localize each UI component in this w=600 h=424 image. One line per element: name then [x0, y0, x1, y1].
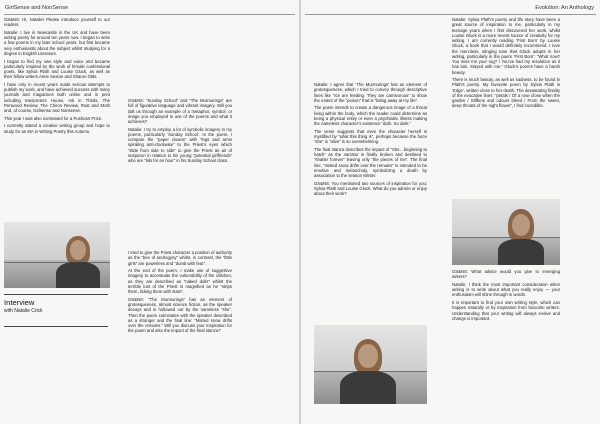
- interview-subtitle: with Natalie Crick: [4, 308, 43, 314]
- paragraph: GS&NS: “Sunday School” and “The Murmurings” are full of figurative language and vibrant imagery. Will you talk us through an example of a metaphor, symbol, or image you employed in one of the poems and what it achieves?: [128, 98, 232, 124]
- interview-title: Interview: [4, 298, 35, 307]
- paragraph: It is important to find your own writing style, which can happen naturally or by inspiration from favourite writers. Understanding that your writing will always evolve and change is important.: [452, 300, 560, 321]
- paragraph: Natalie: I agree that ‘The Murmurings’ has an element of grotesqueness, which I tried to convey through descriptive lines like “Ice are feeding. They are carnivorous” to show the extent of the “poison” that is “biting away at my life”.: [314, 82, 427, 103]
- paragraph: I have only in recent years made serious attempts to publish my work, and have achieved success with many journals and magazines both online and in print including Interpreters House, Ink in Thirds, The Penwood Review, The Chiron Review, Rust and Moth and, of course, Girlsense and Nonsense.: [4, 81, 110, 114]
- right-column-answer: [314, 82, 427, 199]
- paragraph: GS&NS: What advice would you give to emerging writers?: [452, 269, 560, 280]
- paragraph: This year I was also nominated for a Pushcart Prize.: [4, 115, 103, 121]
- portrait-photo-left: [4, 222, 110, 288]
- left-column-intro: [4, 17, 110, 136]
- paragraph: I began to find my own style and voice and became particularly inspired by the work of female confessional poets, like Sylvia Plath and Louise Gluck, as well as their fellow writers Anne Sexton and Sharon Olds.: [4, 58, 110, 80]
- paragraph: Natalie: Sylvia Plath’s poetry and life story have been a great source of inspiration to me, particularly in my teenage years when I first discovered her work, whilst Louise Gluck is a more recent source of creativity for my writing. I am currently reading ‘First Born’ by Louise Gluck, a book that I would definitely recommend. I love the merciless, stinging tone that Gluck adopts in her writing, particularly in the poem ‘First Born’: “What now? You miss me your rug? / You’ve had my resolution as it has lain. Stayed with me.” Gluck’s poems have a harsh beauty.: [452, 17, 560, 75]
- paragraph: At the end of the poem, I make use of suggestive imagery to accentuate the vulnerability of the children, as they are described as “naked dolls” whilst the terrible lust of the Priest is magnified as he “strips them, licking them with stars”.: [128, 268, 232, 295]
- running-head-left: GirlSense and NonSense: [5, 5, 69, 11]
- left-page: [0, 0, 299, 424]
- paragraph: GS&NS: “The Murmurings” has an element of grotesqueness, almost science fiction, as the speaker decays and is hollowed out by the nameless “she”. Then the poem culminates with the speaker described as a stranger and the final line: “Misted snow drifts over the remains.” Will you discuss your inspiration for the poem and also the impact of the final stanza?: [128, 296, 232, 334]
- paragraph: I currently attend a creative writing group and hope to study for an MA in Writing Poetry this Autumn.: [4, 123, 110, 134]
- running-head-right: Evolution: An Anthology: [535, 5, 594, 11]
- header-rule-right: [305, 14, 596, 15]
- left-column-question-one: [128, 98, 232, 166]
- paragraph: Natalie: I live in Newcastle in the UK and have been writing poetry for around ten years now. I began to write a few poems in my later school years, but first became very enthusiastic about the subject whilst studying for a degree in English Literature.: [4, 29, 110, 56]
- portrait-photo-right: [452, 199, 560, 265]
- paragraph: Natalie: I try to employ a lot of symbolic imagery in my poems, particularly ‘Sunday School’. In the poem, I compare the “paper clowns” with “legs and arms spiraling anti-clockwise” to the Priest’s eyes which “slide from side to side” to give the Priest an air of suspicion in relation to his young “potential girlfriends” who are “lids for an hour” in his Sunday School class.: [128, 126, 232, 164]
- paragraph: GS&NS: You mentioned two sources of inspiration for you: Sylvia Plath and Louise Gluck. What do you admire or enjoy about their work?: [314, 180, 427, 197]
- left-column-question-two: [128, 250, 232, 336]
- paragraph: Natalie: I think the most important consideration when writing is to write about what you really enjoy — your enthusiasm will shine through in words.: [452, 281, 560, 298]
- interview-rule-bottom: [4, 326, 108, 327]
- right-column-advice: [452, 269, 560, 323]
- right-column-inspiration: [452, 17, 560, 111]
- paragraph: There is much beauty, as well as sadness, to be found in Plath’s poetry. My favourite poem by Sylvia Plath is ‘Edge’, written close to her death. The devastating finality of the evocative lines: “petals / Of a rose close when the garden / Stiffens and odours bleed / From the sweet, deep throats of the night flower”, I find incredible.: [452, 77, 560, 109]
- portrait-photo-middle: [314, 325, 427, 404]
- header-rule-left: [4, 14, 295, 15]
- paragraph: GS&NS: Hi, Natalie! Please introduce yourself to our readers.: [4, 17, 110, 28]
- right-page: [301, 0, 600, 424]
- paragraph: I tried to give the Priest character a position of authority as the “bee of androgyny” whilst, in contrast, the “little girls” are powerless and “dumb with fear”.: [128, 250, 232, 266]
- interview-rule-top: [4, 294, 108, 295]
- paragraph: The poem intends to create a dangerous image of a threat living within the body, which the reader could determine as being a physical entity or even a psychiatric illness making the nameless character’s existence “dark. So dark.”: [314, 105, 427, 127]
- paragraph: The verse suggests that even the character herself is mystified by “what this thing is”, perhaps because the force “she” is “alive” is so overwhelming.: [314, 128, 427, 145]
- paragraph: The final stanza describes the impact of “She…beginning to hatch” as the narrator is finally broken and destined to “shatter forever” leaving only “the pieces of me”. The final line, “misted snow drifts over the remains” is intended to be emotive and melancholy, symbolizing a death by association to the season Winter.: [314, 146, 427, 179]
